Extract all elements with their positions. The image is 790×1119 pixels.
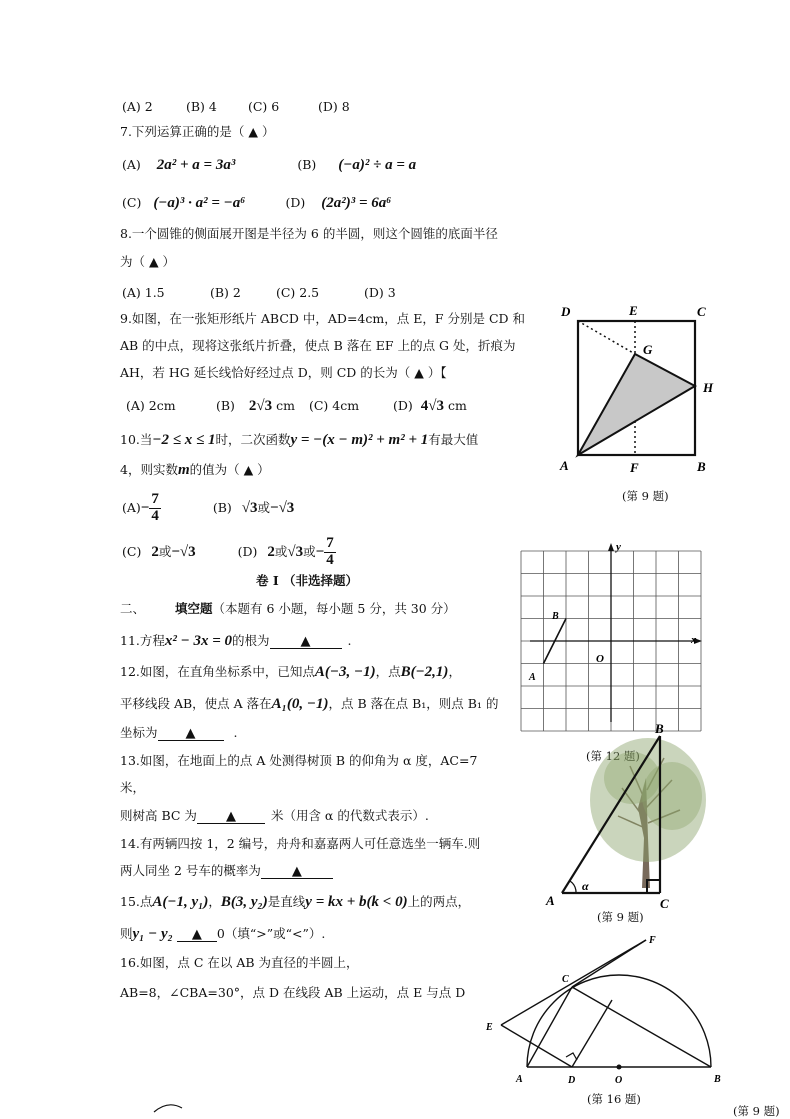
q7-b-expr: (−a)² ÷ a = a — [338, 157, 417, 173]
q13-line-3 — [120, 810, 429, 824]
q13-line-1: 13.如图，在地面上的点 A 处测得树顶 B 的仰角为 α 度，AC=7 — [120, 753, 478, 768]
q15-line-1 — [120, 895, 470, 910]
fig16-caption: (第 16 题) — [587, 1092, 641, 1106]
fig9-diagram — [555, 300, 730, 475]
section-note: （本题有 6 小题，每小题 5 分，共 30 分） — [212, 601, 456, 616]
q10-options-row-2 — [122, 536, 336, 569]
fig9-label-c: C — [697, 304, 706, 319]
q13-line3-post: 米（用含 α 的代数式表示）. — [270, 808, 429, 823]
q14-blank-mark: ▲ — [291, 864, 302, 879]
fig16-chord-cb — [572, 987, 711, 1067]
q10-d-den: 4 — [326, 551, 334, 568]
fig16-line-d-perp — [572, 1000, 612, 1067]
q11-post: 的根为 — [232, 633, 270, 648]
fig9-label-g: G — [643, 342, 653, 357]
fig16-label-e: E — [486, 1022, 493, 1033]
fig16-line-ed — [501, 1025, 572, 1067]
fig13-diagram — [542, 718, 717, 928]
fig16-label-c: C — [562, 974, 569, 985]
q15-comma: ， — [208, 894, 221, 909]
fig16-label-d: D — [568, 1075, 576, 1086]
fig16-label-b: B — [714, 1074, 721, 1085]
q9-option-c: (C) 4cm — [308, 398, 360, 413]
q12-mid: ，点 — [375, 664, 401, 679]
fig16-label-o: O — [615, 1075, 623, 1086]
q10-b-expr2: −√3 — [270, 499, 295, 516]
q10-line2-pre: 4，则实数 — [120, 462, 178, 477]
fig12-y-label: y — [616, 541, 621, 553]
q10-line-2 — [120, 463, 270, 478]
section-heading — [120, 603, 456, 616]
fig12-caption: (第 12 题) — [586, 749, 640, 763]
q10-c-label: (C) — [122, 543, 142, 559]
q15-line2-pre: 则 — [120, 926, 133, 941]
q7-stem: 7.下列运算正确的是（ ▲ ） — [120, 124, 275, 139]
fig13-angle-arc — [570, 881, 576, 893]
q12-blank-mark: ▲ — [185, 726, 196, 741]
section-title: 卷 I （非选择题） — [256, 573, 359, 588]
q13-line3-pre: 则树高 BC 为 — [120, 808, 197, 823]
q10-pre: 10.当 — [120, 432, 153, 447]
q9-b-expr: 2√3 — [248, 398, 273, 414]
q10-post: 有最大值 — [428, 432, 479, 447]
q7-a-expr: 2a² + a = 3a³ — [156, 157, 236, 173]
q12-point-a: A(−3, −1) — [314, 664, 376, 680]
q11-expr: x² − 3x = 0 — [164, 633, 233, 649]
fig16-right-angle-mark — [566, 1053, 577, 1060]
q12-line-2 — [120, 697, 498, 712]
q10-options-row-1 — [122, 492, 294, 525]
fig16-label-f: F — [649, 935, 656, 946]
q16-line-1: 16.如图，点 C 在以 AB 为直径的半圆上， — [120, 955, 359, 970]
fig13-tree-canopy-right — [642, 762, 702, 830]
q10-c-expr: 2 — [151, 543, 159, 560]
fig13-angle-label: α — [582, 879, 589, 893]
q7-d-label: (D) — [285, 195, 306, 210]
q8-option-c: (C) 2.5 — [275, 285, 320, 300]
q9-d-expr: 4√3 — [420, 398, 444, 414]
section-part: 二、 — [120, 601, 146, 616]
q6-option-d: (D) 8 — [317, 99, 350, 114]
q10-d-expr: 2 — [267, 543, 275, 560]
q12-line2-pre: 平移线段 AB，使点 A 落在 — [120, 696, 272, 711]
fig9-label-h: H — [703, 380, 714, 395]
q12-line3-pre: 坐标为 — [120, 725, 158, 740]
fig12-origin-label: O — [596, 653, 604, 665]
fig9-label-e: E — [629, 303, 638, 318]
q7-option-row-1 — [122, 158, 416, 173]
fig12-x-label: x — [691, 634, 697, 646]
q10-a-sign: − — [140, 499, 150, 516]
q11 — [120, 634, 352, 649]
fig16-line-ef — [501, 940, 646, 1025]
q16-line-2: AB=8，∠CBA=30°，点 D 在线段 AB 上运动，点 E 与点 D — [120, 985, 466, 1000]
fig13-label-a: A — [546, 893, 555, 908]
q10-a-den: 4 — [151, 507, 159, 524]
q10-line-1 — [120, 433, 478, 448]
q7-c-expr: (−a)³ · a² = −a⁶ — [153, 195, 246, 211]
q10-d-sign: − — [315, 543, 325, 560]
q13-answer-blank[interactable] — [197, 810, 265, 824]
q9-d-label: (D) — [392, 398, 413, 413]
q15-point-b: B(3, y₂) — [220, 894, 268, 910]
q9-line-2: AB 的中点，现将这张纸片折叠，使点 B 落在 EF 上的点 G 处，折痕为 — [120, 338, 516, 353]
q15-line-expr: y = kx + b(k < 0) — [305, 894, 408, 910]
q10-b-or: 或 — [257, 499, 271, 515]
q6-option-a: (A) 2 — [122, 99, 153, 114]
q11-end: . — [347, 633, 352, 648]
q11-pre: 11.方程 — [120, 633, 165, 648]
q14-line2-text: 两人同坐 2 号车的概率为 — [120, 863, 261, 878]
q9-line-1: 9.如图，在一张矩形纸片 ABCD 中，AD=4cm，点 E，F 分别是 CD 和 — [120, 311, 526, 326]
q6-option-c: (C) 6 — [247, 99, 280, 114]
q8-line-1: 8.一个圆锥的侧面展开图是半径为 6 的半圆，则这个圆锥的底面半径 — [120, 226, 498, 241]
q10-line2-post: 的值为（ ▲ ） — [189, 462, 270, 477]
q11-answer-blank[interactable] — [270, 635, 342, 649]
fig9-folded-triangle — [578, 354, 695, 455]
q10-b-label: (B) — [212, 499, 232, 515]
q12-line2-post: ，点 B 落在点 B₁，则点 B₁ 的 — [328, 696, 499, 711]
q10-c-expr2: −√3 — [171, 543, 196, 560]
fig13-caption: (第 9 题) — [597, 910, 644, 924]
fig9-caption: (第 9 题) — [622, 489, 669, 503]
q15-expr: y₁ − y₂ — [132, 926, 173, 942]
q8-line-2: 为（ ▲ ） — [120, 254, 176, 269]
q12-pre: 12.如图，在直角坐标系中，已知点 — [120, 664, 315, 679]
q10-d-expr2: √3 — [287, 543, 304, 560]
q9-d-unit: cm — [447, 398, 467, 413]
q15-point-a: A(−1, y₁) — [152, 894, 209, 910]
q10-d-num: 7 — [326, 535, 334, 551]
q12-answer-blank[interactable] — [158, 727, 224, 741]
fig13-label-b: B — [655, 721, 664, 736]
fig9-line-dg — [578, 321, 635, 354]
corner-caption: (第 9 题) — [733, 1104, 780, 1118]
q7-d-expr: (2a²)³ = 6a⁶ — [321, 195, 392, 211]
fig12-label-a: A — [529, 672, 536, 683]
q6-option-b: (B) 4 — [185, 99, 217, 114]
q14-answer-blank[interactable] — [261, 865, 333, 879]
q9-line-3: AH，若 HG 延长线恰好经过点 D，则 CD 的长为（ ▲ ）【 — [120, 365, 447, 380]
q14-line-1: 14.有两辆四按 1，2 编号，舟舟和嘉嘉两人可任意选坐一辆车.则 — [120, 836, 481, 851]
q12-point-b: B(−2,1) — [400, 664, 449, 680]
q10-c-or: 或 — [158, 543, 172, 559]
q8-option-d: (D) 3 — [363, 285, 396, 300]
fig12-label-b: B — [552, 611, 559, 622]
q9-b-unit: cm — [276, 398, 295, 413]
fig16-label-a: A — [516, 1074, 523, 1085]
fig16-center-o — [617, 1065, 622, 1070]
fig9-label-f: F — [630, 460, 639, 475]
fig9-label-d: D — [561, 304, 571, 319]
page-bottom-arc-path — [154, 1105, 182, 1112]
q10-d-label: (D) — [237, 543, 258, 559]
q8-option-a: (A) 1.5 — [122, 285, 165, 300]
q13-blank-mark: ▲ — [225, 809, 236, 824]
q10-a-fraction — [149, 492, 161, 525]
q15-blank-mark: ▲ — [191, 927, 202, 942]
q12-end: ， — [448, 664, 461, 679]
fig9-label-a: A — [560, 458, 569, 473]
q12-line-3 — [120, 727, 238, 741]
q10-d-or-1: 或 — [274, 543, 288, 559]
fig13-label-c: C — [660, 896, 669, 911]
q15-line2-post: 0（填“>”或“<”）. — [216, 926, 326, 941]
q7-b-label: (B) — [297, 157, 317, 172]
fig16-chord-ac — [527, 987, 572, 1067]
q14-line-2 — [120, 865, 333, 879]
q12-line-1 — [120, 665, 461, 680]
q10-a-label: (A) — [122, 499, 141, 515]
q10-b-expr: √3 — [241, 499, 258, 516]
q7-a-label: (A) — [122, 157, 141, 172]
q10-mid: 时，二次函数 — [215, 432, 291, 447]
fig12-y-arrow — [608, 543, 614, 551]
fig12-coordinate-grid — [520, 540, 705, 725]
q7-option-row-2 — [122, 196, 392, 211]
q10-var: m — [177, 462, 190, 478]
q9-option-a: (A) 2cm — [126, 398, 176, 413]
q15-answer-blank[interactable] — [177, 928, 217, 942]
fig13-tree-illustration — [590, 738, 706, 888]
q13-line-2: 米， — [120, 780, 146, 795]
q12-point-a1: A₁(0, −1) — [271, 696, 329, 712]
fig16-diagram — [482, 930, 732, 1090]
q15-mid: 是直线 — [267, 894, 306, 909]
q10-d-fraction — [324, 536, 336, 569]
q10-a-num: 7 — [151, 491, 159, 507]
fig9-label-b: B — [697, 459, 706, 474]
q6-options — [122, 101, 350, 114]
q10-condition: −2 ≤ x ≤ 1 — [152, 432, 216, 448]
section-fill-heading: 填空题 — [175, 601, 213, 616]
q11-blank-mark: ▲ — [300, 634, 311, 649]
q9-b-label: (B) — [215, 398, 235, 413]
page-bottom-arc — [150, 1096, 190, 1116]
q15-post: 上的两点， — [407, 894, 471, 909]
q9-options — [126, 399, 467, 414]
q15-pre: 15.点 — [120, 894, 153, 909]
fig16-semicircle — [527, 975, 711, 1067]
q10-function: y = −(x − m)² + m² + 1 — [290, 432, 429, 448]
q7-c-label: (C) — [122, 195, 142, 210]
q8-option-b: (B) 2 — [209, 285, 241, 300]
q12-line3-end: . — [233, 725, 238, 740]
q15-line-2 — [120, 927, 325, 942]
q8-options — [122, 287, 396, 300]
q10-d-or-2: 或 — [303, 543, 316, 559]
